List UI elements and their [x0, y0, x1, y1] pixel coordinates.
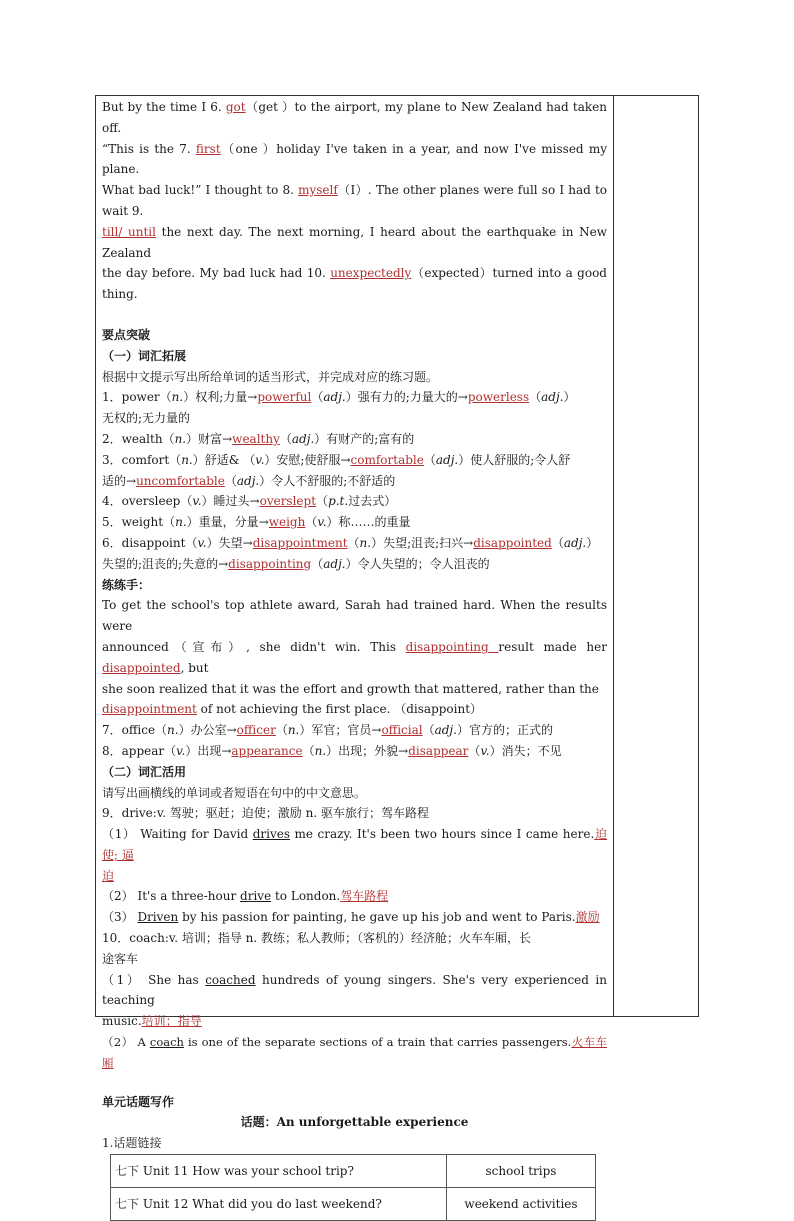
vocab-item-7: 7．office（n.）办公室→officer（n.）军官；官员→official（adj.）官方的；正式的 — [102, 723, 553, 738]
vocab-item-5: 5．weight（n.）重量，分量→weigh（v.）称……的重量 — [102, 515, 411, 530]
answer-7: first — [195, 141, 221, 156]
spacer — [102, 1074, 607, 1092]
word-coach: 10．coach:v. 培训；指导 n. 教练；私人教师；（客机的）经济舱；火车车厢，长 途客车 — [102, 931, 532, 966]
section-heading: 要点突破 — [102, 327, 151, 342]
practice-line: To get the school's top athlete award, Sarah had trained hard. When the results were — [102, 598, 607, 634]
vocab-item-6: 6．disappoint（v.）失望→disappointment（n.）失望;沮丧;扫兴→disappointed（adj.） 失望的;沮丧的;失意的→disappointing（adj.）令人失望的；令人沮丧的 — [102, 535, 599, 571]
topic-table — [110, 1154, 596, 1221]
text: （get ）to the airport, my plane to New Zealand had taken off. — [102, 100, 607, 135]
word-drive: 9．drive:v. 驾驶；驱赶；迫使；激励 n. 驱车旅行；驾车路程 — [102, 806, 429, 821]
answer-8: myself — [298, 183, 338, 198]
topic-title: 话题：An unforgettable experience — [240, 1115, 469, 1130]
column-divider — [613, 95, 614, 1017]
text: （expected）turned into a good thing. — [102, 266, 607, 302]
vocab-item-3: 3．comfort（n.）舒适& （v.）安慰;使舒服→comfortable（adj.）使人舒服的;令人舒 适的→uncomfortable（adj.）令人不舒服的;不舒适的 — [102, 452, 571, 488]
text: “This is the 7. — [102, 141, 196, 156]
sub-heading: （二）词汇活用 — [102, 764, 187, 779]
story-line — [102, 263, 607, 305]
sub-heading: （一）词汇拓展 — [102, 348, 187, 363]
answer-10: unexpectedly — [330, 266, 412, 281]
practice-line: she soon realized that it was the effort and growth that mattered, rather than the — [102, 681, 599, 696]
example-sentence: （2） It's a three-hour drive to London.驾车路程 — [102, 889, 389, 904]
theme-cell: school trips — [447, 1155, 596, 1188]
topic-link-label: 1.话题链接 — [102, 1136, 162, 1151]
text: the next day. The next morning, I heard about the earthquake in New Zealand — [102, 224, 607, 260]
unit-cell: 七下 Unit 12 What did you do last weekend? — [111, 1188, 447, 1221]
theme-cell: weekend activities — [447, 1188, 596, 1221]
example-sentence: （2） A coach is one of the separate sections of a train that carries passengers.火车车厢 — [102, 1035, 607, 1070]
text: What bad luck!” I thought to 8. — [102, 183, 299, 198]
instruction: 根据中文提示写出所给单词的适当形式，并完成对应的练习题。 — [102, 369, 439, 384]
instruction: 请写出画横线的单词或者短语在句中的中文意思。 — [102, 785, 367, 800]
vocab-item-4: 4．oversleep（v.）睡过头→overslept（p.t.过去式） — [102, 494, 397, 509]
practice-line: disappointment of not achieving the first place. （disappoint） — [102, 702, 483, 717]
story-line — [102, 139, 607, 181]
table-row — [111, 1188, 596, 1221]
example-sentence: （1） Waiting for David drives me crazy. It's been two hours since I came here.迫使; 逼 迫 — [102, 827, 607, 883]
vocab-item-8: 8．appear（v.）出现→appearance（n.）出现；外貌→disappear（v.）消失；不见 — [102, 743, 562, 758]
example-sentence: （3） Driven by his passion for painting, he gave up his job and went to Paris.激励 — [102, 910, 600, 925]
text: （one ）holiday I've taken in a year, and now I've missed my plane. — [102, 141, 608, 177]
story-line — [102, 97, 607, 139]
writing-heading: 单元话题写作 — [102, 1094, 175, 1109]
vocab-item-1: 1．power（n.）权利;力量→powerful（adj.）强有力的;力量大的→powerless（adj.） 无权的;无力量的 — [102, 390, 576, 426]
example-sentence: （1） She has coached hundreds of young singers. She's very experienced in teaching music.培训；指导 — [102, 972, 607, 1029]
answer-6: got — [225, 100, 246, 114]
answer-9: till/ until — [102, 224, 156, 239]
text: （I）. The other planes were full so I had to wait 9. — [102, 183, 607, 218]
spacer — [102, 305, 607, 325]
unit-cell: 七下 Unit 11 How was your school trip? — [111, 1155, 447, 1188]
practice-heading: 练练手： — [102, 577, 151, 592]
practice-line: announced（宣布）, she didn't win. This disappointing result made her disappointed, but — [102, 639, 607, 675]
vocab-item-2: 2．wealth（n.）财富→wealthy（adj.）有财产的;富有的 — [102, 431, 415, 446]
main-content — [102, 97, 607, 1221]
text: the day before. My bad luck had 10. — [102, 266, 331, 281]
text: But by the time I 6. — [102, 100, 226, 114]
story-line — [102, 180, 607, 222]
table-row — [111, 1155, 596, 1188]
story-line — [102, 222, 607, 264]
